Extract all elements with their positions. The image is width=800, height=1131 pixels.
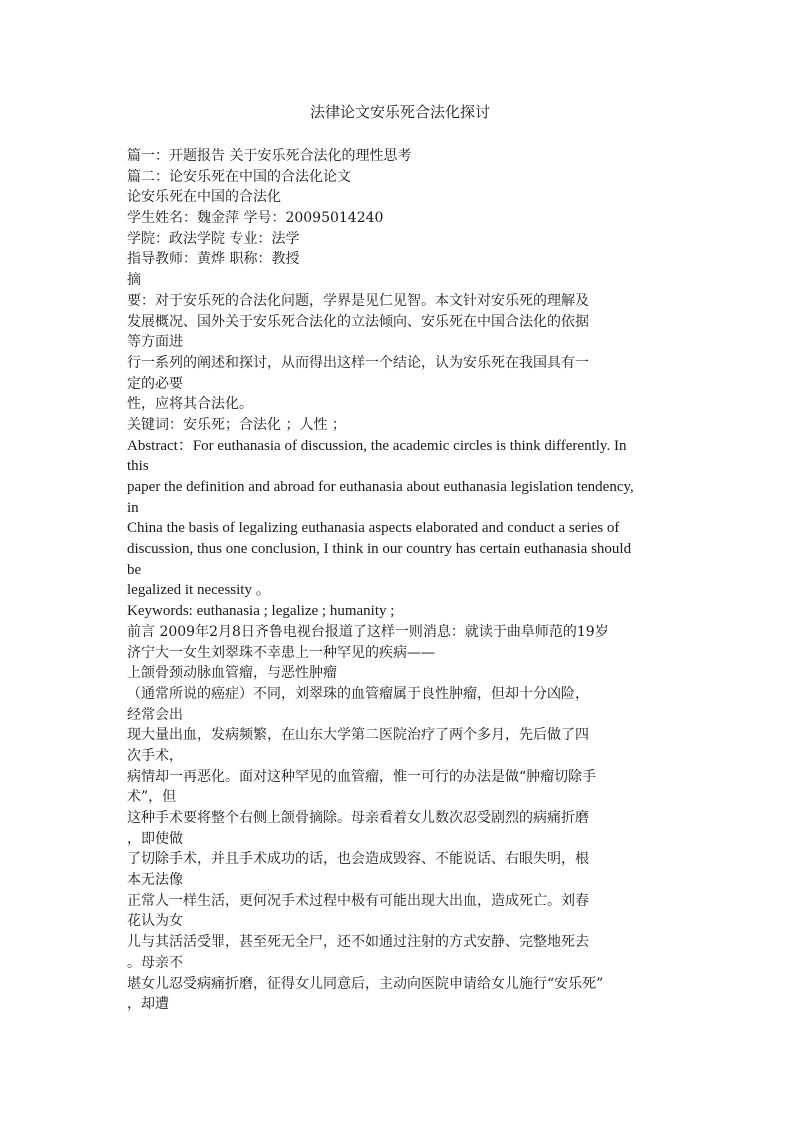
text-line: 正常人一样生活，更何况手术过程中极有可能出现大出血，造成死亡。刘春 — [127, 892, 589, 909]
text-line: 。母亲不 — [127, 954, 183, 971]
text-line: discussion, thus one conclusion, I think in our country has certain euthanasia should — [127, 541, 632, 558]
text-line: 次手术， — [127, 747, 183, 764]
text-line: Keywords: euthanasia ; legalize ; humanity ; — [127, 603, 395, 620]
text-line: 病情却一再恶化。面对这种罕见的血管瘤，惟一可行的办法是做“肿瘤切除手 — [127, 768, 597, 785]
text-line: 这种手术要将整个右侧上颌骨摘除。母亲看着女儿数次忍受剧烈的病痛折磨 — [127, 810, 589, 826]
document-body — [127, 146, 683, 1015]
text-line: in — [127, 499, 139, 516]
text-line: 学生姓名：魏金萍 学号：20095014240 — [127, 210, 384, 227]
text-line: 关键词：安乐死；合法化 ；人性 ； — [127, 416, 346, 433]
text-line: 学院：政法学院 专业：法学 — [127, 230, 300, 247]
text-line: 指导教师：黄烨 职称：教授 — [127, 251, 300, 268]
text-line: 现大量出血，发病频繁，在山东大学第二医院治疗了两个多月，先后做了四 — [127, 727, 589, 744]
text-line: 经常会出 — [127, 706, 183, 723]
text-line: China the basis of legalizing euthanasia aspects elaborated and conduct a series of — [127, 520, 620, 537]
text-line: this — [127, 458, 149, 475]
text-line: 前言 2009年2月8日齐鲁电视台报道了这样一则消息：就读于曲阜师范的19岁 — [127, 623, 609, 640]
text-line: 儿与其活活受罪，甚至死无全尸，还不如通过注射的方式安静、完整地死去 — [127, 934, 589, 951]
text-line: 堪女儿忍受病痛折磨，征得女儿同意后，主动向医院申请给女儿施行“安乐死” — [127, 975, 604, 992]
text-line: Abstract：For euthanasia of discussion, the academic circles is think differently. In — [127, 437, 627, 454]
text-line: 定的必要 — [127, 375, 183, 392]
text-line: 等方面进 — [127, 334, 183, 351]
document-title: 法律论文安乐死合法化探讨 — [309, 103, 490, 121]
text-line: 要：对于安乐死的合法化问题，学界是见仁见智。本文针对安乐死的理解及 — [127, 292, 589, 309]
text-line: （通常所说的癌症）不同，刘翠珠的血管瘤属于良性肿瘤，但却十分凶险， — [127, 685, 589, 702]
text-line: 性，应将其合法化。 — [127, 396, 253, 413]
text-line: paper the definition and abroad for euthanasia about euthanasia legislation tendency, — [127, 479, 634, 495]
text-line: ，即使做 — [127, 830, 183, 847]
text-line: 术”，但 — [127, 789, 177, 806]
text-line: 本无法像 — [127, 872, 183, 889]
text-line: 发展概况、国外关于安乐死合法化的立法倾向、安乐死在中国合法化的依据 — [127, 313, 589, 330]
text-line: 花认为女 — [127, 913, 183, 930]
text-line: 上颌骨颈动脉血管瘤，与恶性肿瘤 — [127, 665, 337, 682]
text-line: 篇一：开题报告 关于安乐死合法化的理性思考 — [127, 148, 412, 164]
text-line: legalized it necessity 。 — [127, 582, 271, 599]
text-line: 济宁大一女生刘翠珠不幸患上一种罕见的疾病—— — [127, 644, 435, 661]
text-line: 行一系列的阐述和探讨，从而得出这样一个结论，认为安乐死在我国具有一 — [127, 354, 589, 371]
text-line: 摘 — [127, 272, 141, 289]
text-line: be — [127, 561, 142, 578]
text-line: 了切除手术，并且手术成功的话，也会造成毁容、不能说话、右眼失明，根 — [127, 851, 589, 868]
text-line: ，却遭 — [127, 996, 169, 1013]
text-line: 篇二：论安乐死在中国的合法化论文 — [127, 168, 351, 185]
text-line: 论安乐死在中国的合法化 — [127, 189, 281, 206]
